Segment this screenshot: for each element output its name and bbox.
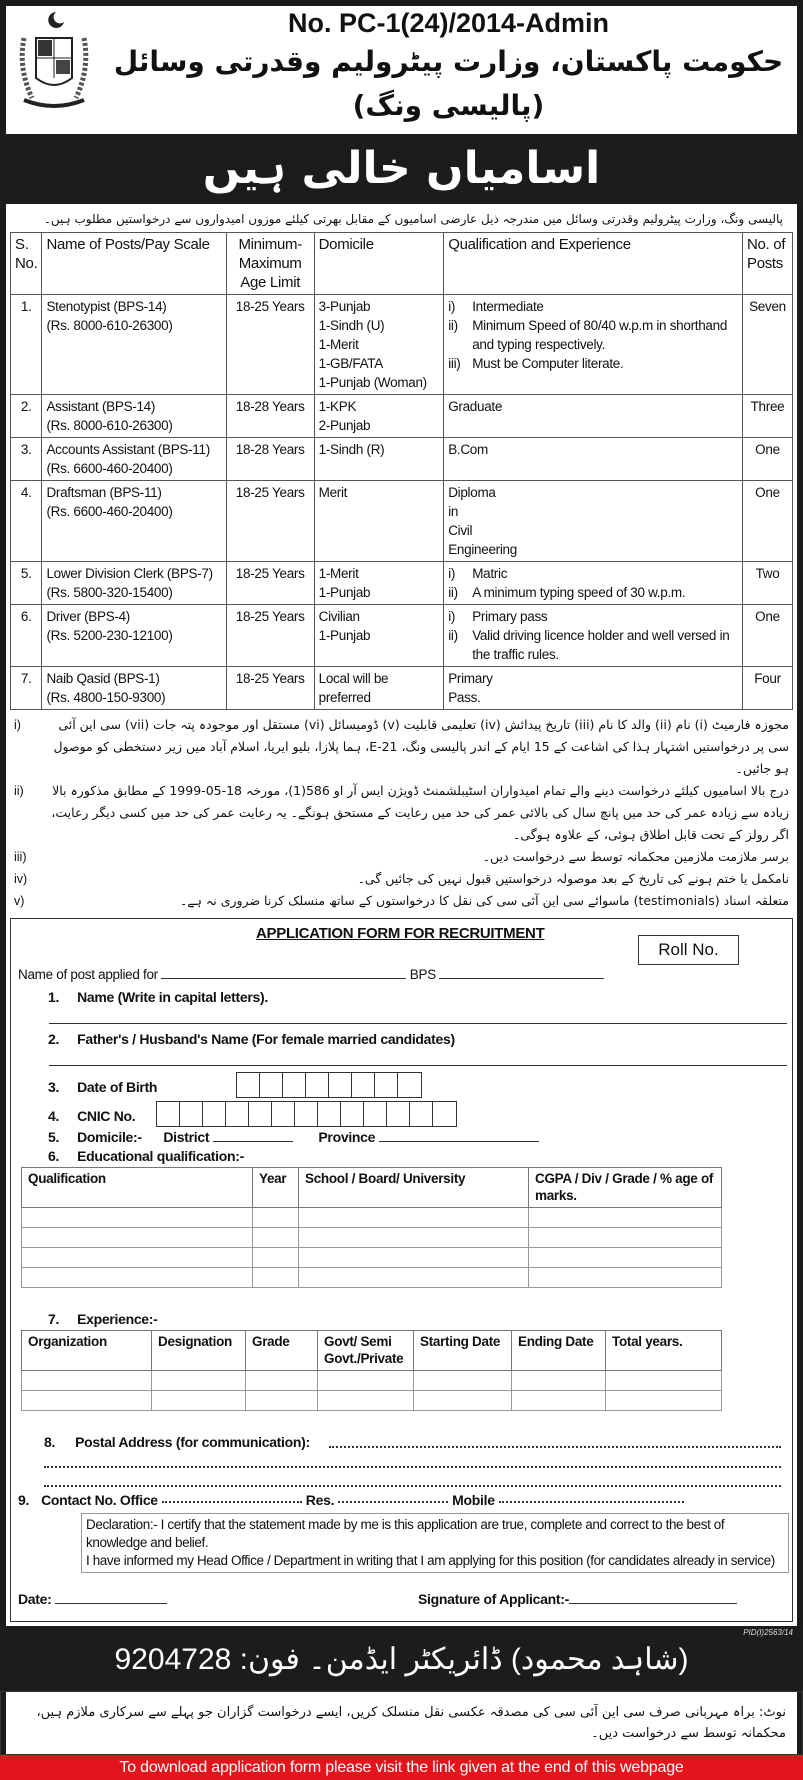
- table-header-row: [11, 233, 793, 295]
- col-posts: No. of Posts: [742, 233, 792, 295]
- posts-count-cell: Three: [742, 395, 792, 438]
- post-cell: [42, 438, 226, 481]
- item-text: Must be Computer literate.: [472, 356, 624, 371]
- state-emblem-icon: [10, 8, 98, 112]
- item-number: 4.: [48, 1108, 60, 1124]
- age-cell: 18-28 Years: [226, 438, 314, 481]
- domicile-cell: [314, 438, 444, 481]
- item-text: Diploma in Civil Engineering: [448, 485, 517, 557]
- contact-res-label: Res.: [305, 1492, 335, 1508]
- pay-scale: (Rs. 5800-320-15400): [46, 585, 173, 600]
- digit-box[interactable]: [433, 1102, 456, 1126]
- note-item: [14, 890, 789, 912]
- district-input[interactable]: [213, 1141, 293, 1142]
- qualification-item: [448, 669, 738, 707]
- item-numeral: ii): [448, 628, 458, 643]
- name-input[interactable]: [49, 1023, 787, 1024]
- domicile-item: 1-Sindh (R): [318, 442, 385, 457]
- digit-box[interactable]: [341, 1102, 364, 1126]
- qualification-item: [448, 397, 738, 416]
- digit-box[interactable]: [410, 1102, 433, 1126]
- domicile-cell: [314, 562, 444, 605]
- declaration-text: Declaration:- I certify that the statement made by me is this application are true, complete and correct to the best of knowledge and belief.: [86, 1517, 725, 1550]
- item-numeral: ii): [448, 318, 458, 333]
- sno-cell: 4.: [11, 481, 42, 562]
- item-numeral: i): [448, 299, 456, 314]
- qualification-item: [448, 583, 738, 602]
- item-number: 5.: [48, 1129, 60, 1145]
- post-applied-input[interactable]: [161, 978, 406, 979]
- age-cell: 18-25 Years: [226, 605, 314, 667]
- note-item: [14, 780, 789, 846]
- notes-list: [6, 710, 797, 918]
- domicile-item: Merit: [318, 485, 348, 500]
- res-phone-input[interactable]: [338, 1501, 448, 1503]
- domicile-item: Civilian: [318, 609, 360, 624]
- download-banner[interactable]: To download application form please visit the link given at the end of this webpage: [0, 1755, 803, 1780]
- edu-col-grade: CGPA / Div / Grade / % age of marks.: [529, 1168, 722, 1208]
- digit-box[interactable]: [364, 1102, 387, 1126]
- digit-box[interactable]: [329, 1073, 352, 1097]
- posts-count-cell: Seven: [742, 295, 792, 395]
- qualification-cell: [444, 438, 743, 481]
- declaration-text: I have informed my Head Office / Department in writing that I am applying for this position (for candidates already in service): [86, 1553, 775, 1568]
- posts-count-cell: Four: [742, 667, 792, 710]
- edu-row[interactable]: [22, 1248, 722, 1268]
- edu-row[interactable]: [22, 1228, 722, 1248]
- note-number: v): [14, 894, 25, 908]
- date-input[interactable]: [55, 1603, 167, 1604]
- father-name-input[interactable]: [49, 1065, 787, 1066]
- sno-cell: 6.: [11, 605, 42, 667]
- domicile-item: Local will be preferred: [318, 671, 389, 705]
- posts-count-cell: One: [742, 605, 792, 667]
- declaration-box: [81, 1513, 789, 1573]
- edu-col-year: Year: [253, 1168, 299, 1208]
- pay-scale: (Rs. 5200-230-12100): [46, 628, 173, 643]
- exp-col-header: Organization: [22, 1331, 152, 1371]
- item-numeral: iii): [448, 356, 461, 371]
- note-number: iii): [14, 850, 27, 864]
- sno-cell: 3.: [11, 438, 42, 481]
- note-text: برسر ملازمت ملازمین محکمانہ توسط سے درخواست دیں۔: [482, 849, 789, 864]
- note-text: مجوزہ فارمیٹ (i) نام (ii) والد کا نام (iii) تاریخ پیدائش (iv) تعلیمی قابلیت (v) ڈومیسائل (vi) مستقل اور موجودہ پتہ جات (vii) سی این آئی سی پر درخواستیں اشتہار ہذا کی اشاعت کے 15 ایام کے اندر پالیسی ونگ، E-21، ہما پلازا، بلیو ایریا، اسلام آباد میں زیر دستخطی کو موصول ہو جائیں۔: [53, 717, 789, 776]
- table-row: [11, 438, 793, 481]
- digit-box[interactable]: [306, 1073, 329, 1097]
- table-row: [11, 605, 793, 667]
- post-name: Driver (BPS-4): [46, 609, 130, 624]
- form-title: APPLICATION FORM FOR RECRUITMENT: [256, 925, 545, 942]
- qualification-cell: [444, 395, 743, 438]
- item-number: 7.: [48, 1311, 60, 1327]
- digit-box[interactable]: [226, 1102, 249, 1126]
- digit-box[interactable]: [237, 1073, 260, 1097]
- table-row: [11, 667, 793, 710]
- postal-address-input[interactable]: [329, 1446, 781, 1448]
- posts-count-cell: One: [742, 438, 792, 481]
- note-item: [14, 714, 789, 780]
- exp-col-header: Govt/ Semi Govt./Private: [318, 1331, 414, 1371]
- item-text: Matric: [472, 566, 508, 581]
- post-cell: [42, 481, 226, 562]
- table-row: [11, 295, 793, 395]
- roll-no-box[interactable]: Roll No.: [638, 935, 739, 965]
- item-text: Valid driving licence holder and well versed in the traffic rules.: [472, 628, 730, 662]
- table-row: [11, 562, 793, 605]
- posts-count-cell: Two: [742, 562, 792, 605]
- qualification-item: [448, 483, 738, 559]
- qualification-item: [448, 607, 738, 626]
- item-number: 3.: [48, 1079, 60, 1095]
- province-input[interactable]: [379, 1141, 539, 1142]
- note-text: نامکمل یا ختم ہونے کی تاریخ کے بعد موصولہ درخواستیں قبول نہیں کی جائیں گی۔: [357, 871, 789, 886]
- item-numeral: ii): [448, 585, 458, 600]
- sno-cell: 1.: [11, 295, 42, 395]
- father-name-label: Father's / Husband's Name (For female married candidates): [77, 1031, 455, 1047]
- cnic-label: CNIC No.: [77, 1108, 136, 1124]
- domicile-item: 1-KPK: [318, 399, 357, 414]
- pid-number: PID(I)2563/14: [743, 1628, 793, 1637]
- digit-box[interactable]: [180, 1102, 203, 1126]
- signature-label: Signature of Applicant:-: [418, 1591, 569, 1607]
- note-item: [14, 868, 789, 890]
- edu-row[interactable]: [22, 1268, 722, 1288]
- item-numeral: i): [448, 609, 456, 624]
- domicile-item: 1-Punjab (Woman): [318, 375, 427, 390]
- qualification-cell: [444, 667, 743, 710]
- postal-address-label: Postal Address (for communication):: [75, 1434, 310, 1450]
- note-number: ii): [14, 784, 24, 798]
- table-row: [11, 481, 793, 562]
- application-form: [10, 918, 793, 1622]
- col-sno: S. No.: [11, 233, 42, 295]
- item-text: Primary Pass.: [448, 671, 493, 705]
- col-qualification: Qualification and Experience: [444, 233, 743, 295]
- dob-input[interactable]: [236, 1072, 422, 1098]
- item-number: 8.: [44, 1434, 56, 1450]
- reference-number: No. PC-1(24)/2014-Admin: [287, 8, 610, 38]
- qualification-item: [448, 297, 738, 316]
- director-contact: (شاہد محمود) ڈائریکٹر ایڈمن۔ فون: 9204728: [114, 1643, 689, 1676]
- name-label: Name (Write in capital letters).: [77, 989, 268, 1005]
- domicile-item: 1-Sindh (U): [318, 318, 385, 333]
- edu-col-school: School / Board/ University: [299, 1168, 529, 1208]
- item-number: 6.: [48, 1148, 60, 1164]
- contact-mobile-label: Mobile: [452, 1492, 495, 1508]
- pay-scale: (Rs. 6600-460-20400): [46, 504, 173, 519]
- post-name: Assistant (BPS-14): [46, 399, 156, 414]
- digit-box[interactable]: [318, 1102, 341, 1126]
- digit-box[interactable]: [260, 1073, 283, 1097]
- digit-box[interactable]: [203, 1102, 226, 1126]
- item-text: Graduate: [448, 399, 503, 414]
- exp-col-header: Designation: [152, 1331, 246, 1371]
- posts-count-cell: One: [742, 481, 792, 562]
- item-number: 1.: [48, 989, 60, 1005]
- sno-cell: 5.: [11, 562, 42, 605]
- item-number: 2.: [48, 1031, 60, 1047]
- qualification-cell: [444, 481, 743, 562]
- date-label: Date:: [18, 1591, 52, 1607]
- note-number: iv): [14, 872, 28, 886]
- post-name: Naib Qasid (BPS-1): [46, 671, 160, 686]
- sno-cell: 7.: [11, 667, 42, 710]
- domicile-item: 2-Punjab: [318, 418, 371, 433]
- pay-scale: (Rs. 4800-150-9300): [46, 690, 166, 705]
- intro-text: پالیسی ونگ، وزارت پیٹرولیم وقدرتی وسائل میں مندرجہ ذیل عارضی اسامیوں کے مقابل بھرتی کیلئے موزوں امیدواروں سے درخواستیں مطلوب ہیں۔: [43, 212, 783, 226]
- footnote: نوٹ: براہ مہربانی صرف سی این آئی سی کی مصدقہ عکسی نقل منسلک کریں، ایسے درخواست گزاران جو پہلے سے سرکاری ملازم ہیں، محکمانہ توسط سے درخواست دیں۔: [0, 1691, 803, 1755]
- post-cell: [42, 667, 226, 710]
- digit-box[interactable]: [352, 1073, 375, 1097]
- domicile-cell: [314, 481, 444, 562]
- exp-col-header: Grade: [246, 1331, 318, 1371]
- post-applied-row: [18, 967, 604, 982]
- post-applied-label: Name of post applied for: [18, 967, 158, 982]
- age-cell: 18-25 Years: [226, 295, 314, 395]
- district-label: District: [163, 1129, 210, 1145]
- post-cell: [42, 605, 226, 667]
- domicile-item: 1-Merit: [318, 337, 359, 352]
- qualification-cell: [444, 605, 743, 667]
- exp-col-header: Starting Date: [414, 1331, 512, 1371]
- post-name: Draftsman (BPS-11): [46, 485, 162, 500]
- post-cell: [42, 295, 226, 395]
- sno-cell: 2.: [11, 395, 42, 438]
- age-cell: 18-25 Years: [226, 481, 314, 562]
- vacancies-banner: اسامیاں خالی ہیں: [0, 134, 803, 204]
- table-row: [11, 395, 793, 438]
- qualification-item: [448, 316, 738, 354]
- post-name: Lower Division Clerk (BPS-7): [46, 566, 213, 581]
- domicile-label: Domicile:-: [77, 1129, 142, 1145]
- pay-scale: (Rs. 8000-610-26300): [46, 418, 173, 433]
- qualification-item: [448, 354, 738, 373]
- bps-label: BPS: [409, 967, 436, 982]
- cnic-input[interactable]: [156, 1101, 457, 1127]
- qualification-cell: [444, 562, 743, 605]
- domicile-cell: [314, 395, 444, 438]
- contact-office-label: Contact No. Office: [41, 1492, 158, 1508]
- digit-box[interactable]: [398, 1073, 421, 1097]
- domicile-cell: [314, 295, 444, 395]
- domicile-item: 1-Punjab: [318, 628, 371, 643]
- note-text: متعلقہ اسناد (testimonials) ماسوائے سی این آئی سی کی نقل کا درخواستوں کے ساتھ منسلک کرنا ضروری نہ ہے۔: [179, 893, 789, 908]
- post-cell: [42, 562, 226, 605]
- education-label: Educational qualification:-: [77, 1148, 244, 1164]
- experience-table: [21, 1330, 722, 1411]
- digit-box[interactable]: [272, 1102, 295, 1126]
- note-number: i): [14, 718, 21, 732]
- bps-input[interactable]: [439, 978, 604, 979]
- education-table: [21, 1167, 722, 1288]
- item-number: 9.: [18, 1492, 30, 1508]
- exp-col-header: Total years.: [606, 1331, 722, 1371]
- exp-col-header: Ending Date: [512, 1331, 606, 1371]
- item-text: Intermediate: [472, 299, 544, 314]
- exp-row[interactable]: [22, 1391, 722, 1411]
- domicile-item: 1-Merit: [318, 566, 359, 581]
- edu-col-qualification: Qualification: [22, 1168, 253, 1208]
- qualification-item: [448, 626, 738, 664]
- pay-scale: (Rs. 8000-610-26300): [46, 318, 173, 333]
- edu-row[interactable]: [22, 1208, 722, 1228]
- post-cell: [42, 395, 226, 438]
- qualification-cell: [444, 295, 743, 395]
- postal-address-line[interactable]: [44, 1485, 781, 1487]
- exp-row[interactable]: [22, 1371, 722, 1391]
- digit-box[interactable]: [375, 1073, 398, 1097]
- age-cell: 18-25 Years: [226, 562, 314, 605]
- age-cell: 18-28 Years: [226, 395, 314, 438]
- qualification-item: [448, 440, 738, 459]
- digit-box[interactable]: [283, 1073, 306, 1097]
- contact-band: [0, 1626, 803, 1691]
- dob-label: Date of Birth: [77, 1079, 158, 1095]
- item-text: Primary pass: [472, 609, 548, 624]
- item-numeral: i): [448, 566, 456, 581]
- domicile-item: 1-Punjab: [318, 585, 371, 600]
- signature-input[interactable]: [569, 1603, 737, 1604]
- col-domicile: Domicile: [314, 233, 444, 295]
- domicile-cell: [314, 667, 444, 710]
- item-text: A minimum typing speed of 30 w.p.m.: [472, 585, 686, 600]
- note-text: درج بالا اسامیوں کیلئے درخواست دینے والے تمام امیدواران اسٹیبلشمنٹ ڈویژن ایس آر او 586(1)، مورخہ 18-05-1999 کے مطابق مذکورہ بالا زیادہ سے زیادہ عمر کی حد میں پانچ سال کی بالائی عمر کی حد میں رعایت کے مستحق ہونگے۔ یہ رعایت عمر کی حد میں کسی دیگر رعایت، اگر رولز کے تحت قابل اطلاق ہوئی، کے علاوہ ہوگی۔: [51, 783, 789, 842]
- ministry-title: حکومت پاکستان، وزارت پیٹرولیم وقدرتی وسائل (پالیسی ونگ): [113, 45, 784, 122]
- pay-scale: (Rs. 6600-460-20400): [46, 461, 173, 476]
- note-item: [14, 846, 789, 868]
- office-phone-input[interactable]: [162, 1501, 302, 1503]
- domicile-cell: [314, 605, 444, 667]
- digit-box[interactable]: [387, 1102, 410, 1126]
- postal-address-line[interactable]: [44, 1466, 781, 1468]
- posts-table: [10, 232, 793, 710]
- item-text: B.Com: [448, 442, 488, 457]
- experience-label: Experience:-: [77, 1311, 158, 1327]
- domicile-item: 1-GB/FATA: [318, 356, 383, 371]
- digit-box[interactable]: [295, 1102, 318, 1126]
- col-post: Name of Posts/Pay Scale: [42, 233, 226, 295]
- qualification-item: [448, 564, 738, 583]
- digit-box[interactable]: [157, 1102, 180, 1126]
- item-text: Minimum Speed of 80/40 w.p.m in shorthand and typing respectively.: [472, 318, 728, 352]
- domicile-item: 3-Punjab: [318, 299, 371, 314]
- mobile-input[interactable]: [499, 1501, 684, 1503]
- age-cell: 18-25 Years: [226, 667, 314, 710]
- province-label: Province: [318, 1129, 376, 1145]
- post-name: Stenotypist (BPS-14): [46, 299, 167, 314]
- col-age: Minimum-Maximum Age Limit: [226, 233, 314, 295]
- header: [6, 6, 797, 134]
- digit-box[interactable]: [249, 1102, 272, 1126]
- post-name: Accounts Assistant (BPS-11): [46, 442, 210, 457]
